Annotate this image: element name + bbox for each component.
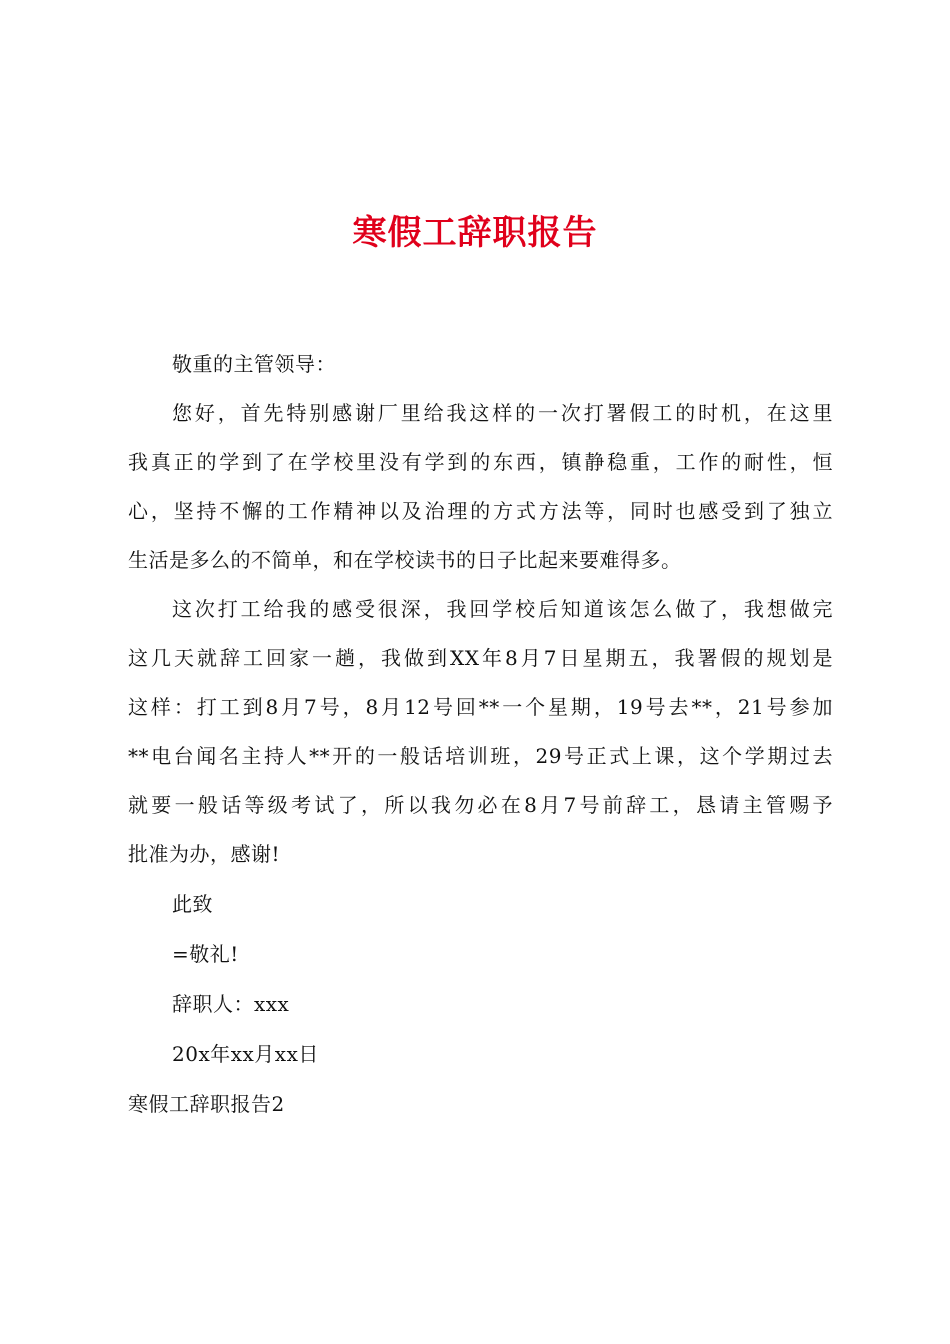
next-section-heading: 寒假工辞职报告2 (128, 1092, 285, 1116)
closing-phrase: 此致 (172, 892, 213, 916)
paragraph-line: 我真正的学到了在学校里没有学到的东西，镇静稳重，工作的耐性，恒 (128, 450, 833, 474)
letter-body (128, 340, 833, 1129)
paragraph-line: 这几天就辞工回家一趟，我做到XX年8月7日星期五，我署假的规划是 (128, 646, 833, 670)
date: 20x年xx月xx日 (172, 1042, 319, 1066)
paragraph-line: **电台闻名主持人**开的一般话培训班，29号正式上课，这个学期过去 (128, 744, 833, 768)
paragraph-line: 批准为办，感谢! (128, 842, 281, 866)
signer: 辞职人：xxx (172, 992, 290, 1016)
paragraph-line: 这样：打工到8月7号，8月12号回**一个星期，19号去**，21号参加 (128, 695, 833, 719)
paragraph-1 (128, 389, 833, 585)
closing-salute: =敬礼! (172, 942, 239, 966)
closing-block (128, 879, 833, 1129)
paragraph-line: 心，坚持不懈的工作精神以及治理的方式方法等，同时也感受到了独立 (128, 499, 833, 523)
paragraph-line: 生活是多么的不简单，和在学校读书的日子比起来要难得多。 (128, 548, 682, 572)
paragraph-line: 这次打工给我的感受很深，我回学校后知道该怎么做了，我想做完 (172, 597, 833, 621)
paragraph-2 (128, 585, 833, 879)
paragraph-line: 就要一般话等级考试了，所以我勿必在8月7号前辞工，恳请主管赐予 (128, 793, 833, 817)
salutation: 敬重的主管领导： (172, 352, 336, 376)
document-title: 寒假工辞职报告 (352, 213, 598, 253)
paragraph-line: 您好，首先特别感谢厂里给我这样的一次打署假工的时机，在这里 (172, 401, 833, 425)
